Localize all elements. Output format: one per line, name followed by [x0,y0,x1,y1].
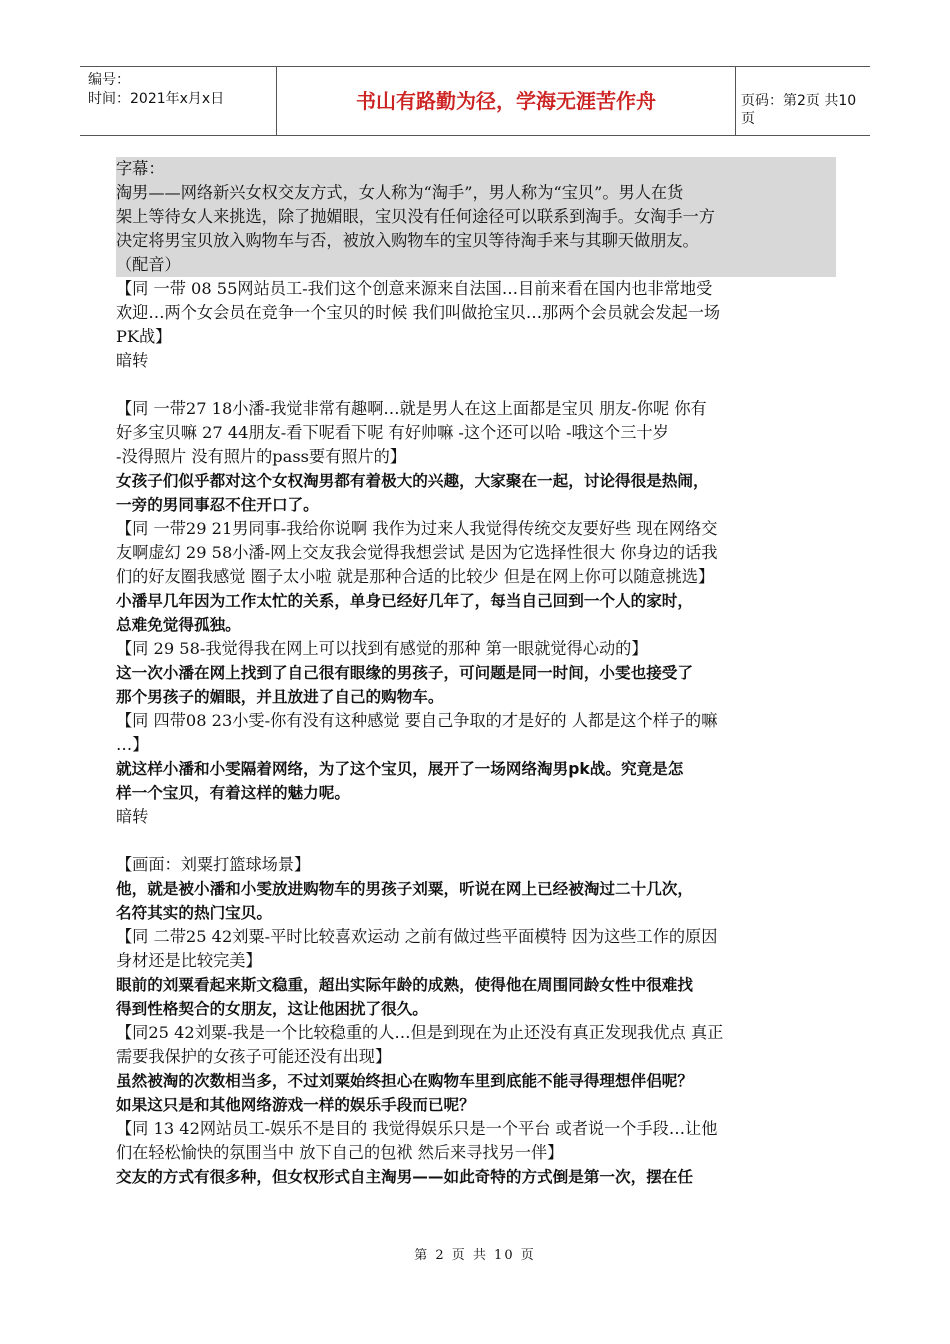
text-line: PK战】 [116,327,172,346]
narration-line: 就这样小潘和小雯隔着网络，为了这个宝贝，展开了一场网络淘男pk战。究竟是怎 [116,760,684,778]
text-line: 欢迎…两个女会员在竞争一个宝贝的时候 我们叫做抢宝贝…那两个会员就会发起一场 [116,303,721,322]
text-line: 【同 一带 08 55网站员工-我们这个创意来源来自法国…目前来看在国内也非常地受 [116,279,713,298]
narration-line: 交友的方式有很多种，但女权形式自主淘男——如此奇特的方式倒是第一次，摆在任 [116,1168,693,1186]
scene-transition: 暗转 [116,807,149,826]
text-line: 好多宝贝嘛 27 44朋友-看下呢看下呢 有好帅嘛 -这个还可以哈 -哦这个三十岁 [116,423,669,442]
text-line: 需要我保护的女孩子可能还没有出现】 [116,1047,392,1066]
number-label: 编号： [88,72,130,88]
page-header [80,66,870,136]
header-page-info: 页码：第2页 共10页 [741,93,857,127]
page-footer: 第 2 页 共 10 页 [414,1248,536,1263]
header-meta-cell [80,67,275,135]
header-motto-cell [276,67,736,135]
text-line: 【画面：刘粟打篮球场景】 [116,855,311,874]
document-body [116,157,836,1189]
narration-line: 女孩子们似乎都对这个女权淘男都有着极大的兴趣，大家聚在一起，讨论得很是热闹， [116,472,709,490]
narration-line: 如果这只是和其他网络游戏一样的娱乐手段而已呢？ [116,1096,475,1114]
narration-line: 名符其实的热门宝贝。 [116,904,272,922]
text-line: 【同25 42刘粟-我是一个比较稳重的人…但是到现在为止还没有真正发现我优点 真正 [116,1023,724,1042]
header-page-cell [735,67,870,135]
text-line: 【同 一带29 21男同事-我给你说啊 我作为过来人我觉得传统交友要好些 现在网络交 [116,519,718,538]
text-line: 友啊虚幻 29 58小潘-网上交友我会觉得我想尝试 是因为它选择性很大 你身边的话我 [116,543,718,562]
text-line: …】 [116,735,149,754]
text-line: 决定将男宝贝放入购物车与否，被放入购物车的宝贝等待淘手来与其聊天做朋友。 [116,229,836,253]
blank-line [116,373,836,397]
text-line: 【同 13 42网站员工-娱乐不是目的 我觉得娱乐只是一个平台 或者说一个手段…让他 [116,1119,718,1138]
narration-line: 他，就是被小潘和小雯放进购物车的男孩子刘粟，听说在网上已经被淘过二十几次， [116,880,693,898]
text-line: 【同 一带27 18小潘-我觉非常有趣啊…就是男人在这上面都是宝贝 朋友-你呢 你有 [116,399,707,418]
narration-line: 小潘早几年因为工作太忙的关系，单身已经好几年了，每当自己回到一个人的家时， [116,592,693,610]
scene-transition: 暗转 [116,351,149,370]
text-line: 【同 四带08 23小雯-你有没有这种感觉 要自己争取的才是好的 人都是这个样子的嘛 [116,711,718,730]
header-motto: 书山有路勤为径，学海无涯苦作舟 [356,89,656,113]
narration-line: 虽然被淘的次数相当多，不过刘粟始终担心在购物车里到底能不能寻得理想伴侣呢？ [116,1072,693,1090]
text-line: 【同 二带25 42刘粟-平时比较喜欢运动 之前有做过些平面模特 因为这些工作的原因 [116,927,718,946]
text-line: -没得照片 没有照片的pass要有照片的】 [116,447,407,466]
narration-line: 眼前的刘粟看起来斯文稳重，超出实际年龄的成熟，使得他在周围同龄女性中很难找 [116,976,693,994]
narration-line: 总难免觉得孤独。 [116,616,241,634]
narration-line: 这一次小潘在网上找到了自己很有眼缘的男孩子，可问题是同一时间，小雯也接受了 [116,664,693,682]
narration-line: 那个男孩子的媚眼，并且放进了自己的购物车。 [116,688,444,706]
blank-line [116,829,836,853]
text-line: 们在轻松愉快的氛围当中 放下自己的包袱 然后来寻找另一伴】 [116,1143,564,1162]
text-line: 架上等待女人来挑选，除了抛媚眼，宝贝没有任何途径可以联系到淘手。女淘手一方 [116,205,836,229]
narration-line: 样一个宝贝，有着这样的魅力呢。 [116,784,350,802]
text-line: 【同 29 58-我觉得我在网上可以找到有感觉的那种 第一眼就觉得心动的】 [116,639,648,658]
time-label: 时间：2021年x月x日 [88,91,225,107]
narration-line: 得到性格契合的女朋友，这让他困扰了很久。 [116,1000,428,1018]
text-line: （配音） [116,253,836,277]
subtitle-label: 字幕： [116,157,836,181]
text-line: 们的好友圈我感觉 圈子太小啦 就是那种合适的比较少 但是在网上你可以随意挑选】 [116,567,715,586]
text-line: 身材还是比较完美】 [116,951,262,970]
text-line: 淘男——网络新兴女权交友方式，女人称为“淘手”，男人称为“宝贝”。男人在货 [116,181,836,205]
narration-line: 一旁的男同事忍不住开口了。 [116,496,319,514]
